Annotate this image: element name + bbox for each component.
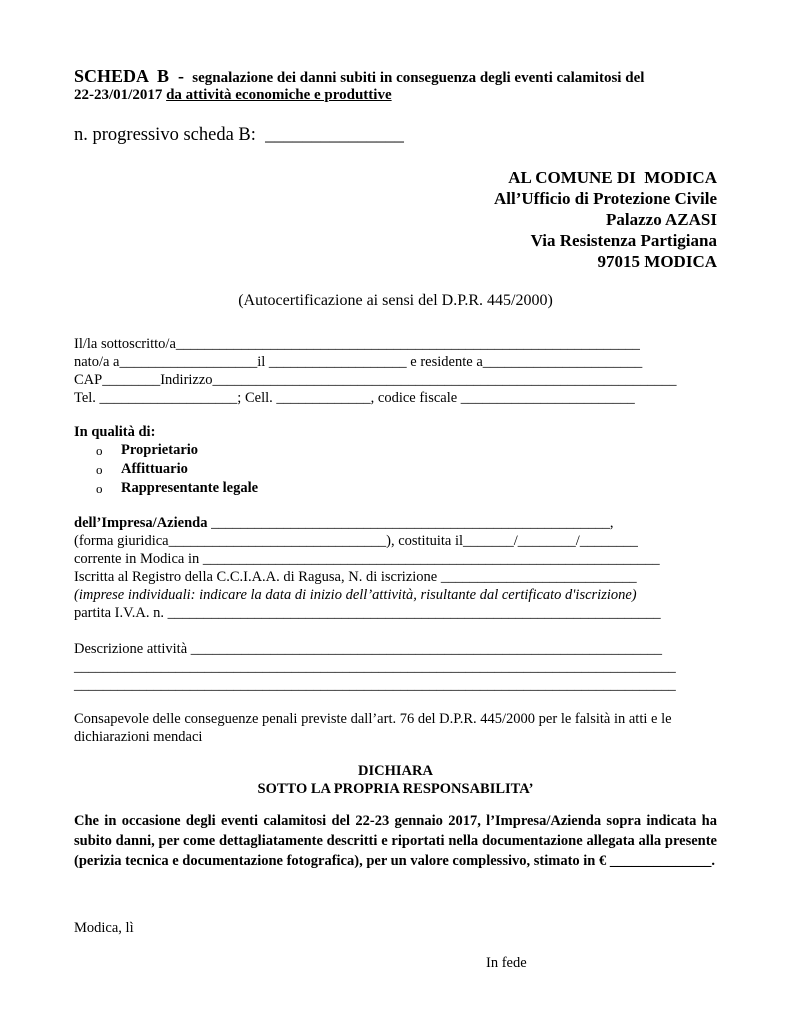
place-date-label: Modica, lì bbox=[74, 920, 134, 936]
penalty-statement-line-2: dichiarazioni mendaci bbox=[74, 729, 203, 745]
vat-number-field[interactable]: partita I.V.A. n. ____________________________________________________________________ bbox=[74, 605, 661, 621]
activity-description-field[interactable]: Descrizione attività _________________________________________________________________ bbox=[74, 641, 663, 657]
ccia-registration-field[interactable]: Iscritta al Registro della C.C.I.A.A. di Ragusa, N. di iscrizione ___________________________ bbox=[74, 569, 637, 585]
individual-business-note: (imprese individuali: indicare la data di inizio dell’attività, risultante dal certificato d'iscrizione) bbox=[74, 587, 637, 603]
legal-form-field[interactable]: (forma giuridica______________________________), costituita il_______/________/________ bbox=[74, 533, 638, 549]
recipient-line-4: Via Resistenza Partigiana bbox=[530, 231, 717, 250]
recipient-line-3: Palazzo AZASI bbox=[606, 210, 717, 229]
impresa-line[interactable] bbox=[74, 515, 613, 532]
document-title-line2 bbox=[74, 87, 392, 104]
checkbox-bullet-icon[interactable]: o bbox=[96, 481, 103, 496]
document-title bbox=[74, 66, 644, 87]
title-dates: 22-23/01/2017 bbox=[74, 87, 167, 103]
option-rappresentante-legale[interactable]: Rappresentante legale bbox=[121, 480, 259, 496]
scheda-label: SCHEDA B - bbox=[74, 66, 189, 86]
option-proprietario[interactable]: Proprietario bbox=[121, 442, 199, 458]
checkbox-bullet-icon[interactable]: o bbox=[96, 462, 103, 477]
cap-address-field[interactable]: CAP________Indirizzo________________________________________________________________ bbox=[74, 372, 677, 388]
recipient-line-1: AL COMUNE DI MODICA bbox=[508, 168, 717, 187]
progressive-number-field[interactable]: n. progressivo scheda B: _______________ bbox=[74, 125, 404, 145]
recipient-line-2: All’Ufficio di Protezione Civile bbox=[494, 189, 717, 208]
option-affittuario[interactable]: Affittuario bbox=[121, 461, 188, 477]
signature-label: In fede bbox=[486, 955, 527, 971]
title-text: segnalazione dei danni subiti in conseguenza degli eventi calamitosi del bbox=[188, 70, 645, 86]
checkbox-bullet-icon[interactable]: o bbox=[96, 443, 103, 458]
damage-statement: Che in occasione degli eventi calamitosi del 22-23 gennaio 2017, l’Impresa/Azienda sopra indicata ha subito danni, per come dettagliatamente descritti e riportati nella documentazione allegata alla presente (perizia tecnica e documentazione fotografica), per un valore complessivo, stimato in € ______________. bbox=[74, 813, 717, 869]
activity-description-line-2[interactable]: ___________________________________________________________________________________ bbox=[74, 659, 676, 675]
penalty-statement-line-1: Consapevole delle conseguenze penali previste dall’art. 76 del D.P.R. 445/2000 per le falsità in atti e le bbox=[74, 711, 672, 727]
responsibility-heading: SOTTO LA PROPRIA RESPONSABILITA’ bbox=[257, 781, 534, 797]
title-subject: da attività economiche e produttive bbox=[166, 87, 392, 103]
birth-residence-field[interactable]: nato/a a___________________il ___________________ e residente a______________________ bbox=[74, 354, 643, 370]
phone-fiscal-code-field[interactable]: Tel. ___________________; Cell. _____________, codice fiscale ________________________ bbox=[74, 390, 635, 406]
autocertification-note: (Autocertificazione ai sensi del D.P.R. 445/2000) bbox=[238, 292, 553, 309]
sottoscritto-field[interactable]: Il/la sottoscritto/a________________________________________________________________ bbox=[74, 336, 640, 352]
impresa-fill: _______________________________________________________, bbox=[207, 515, 614, 531]
dichiara-heading: DICHIARA bbox=[358, 763, 433, 779]
modica-location-field[interactable]: corrente in Modica in _______________________________________________________________ bbox=[74, 551, 660, 567]
recipient-line-5: 97015 MODICA bbox=[597, 252, 717, 271]
impresa-label: dell’Impresa/Azienda bbox=[74, 515, 208, 531]
activity-description-line-3[interactable]: ___________________________________________________________________________________ bbox=[74, 677, 676, 693]
qualita-heading: In qualità di: bbox=[74, 424, 156, 440]
